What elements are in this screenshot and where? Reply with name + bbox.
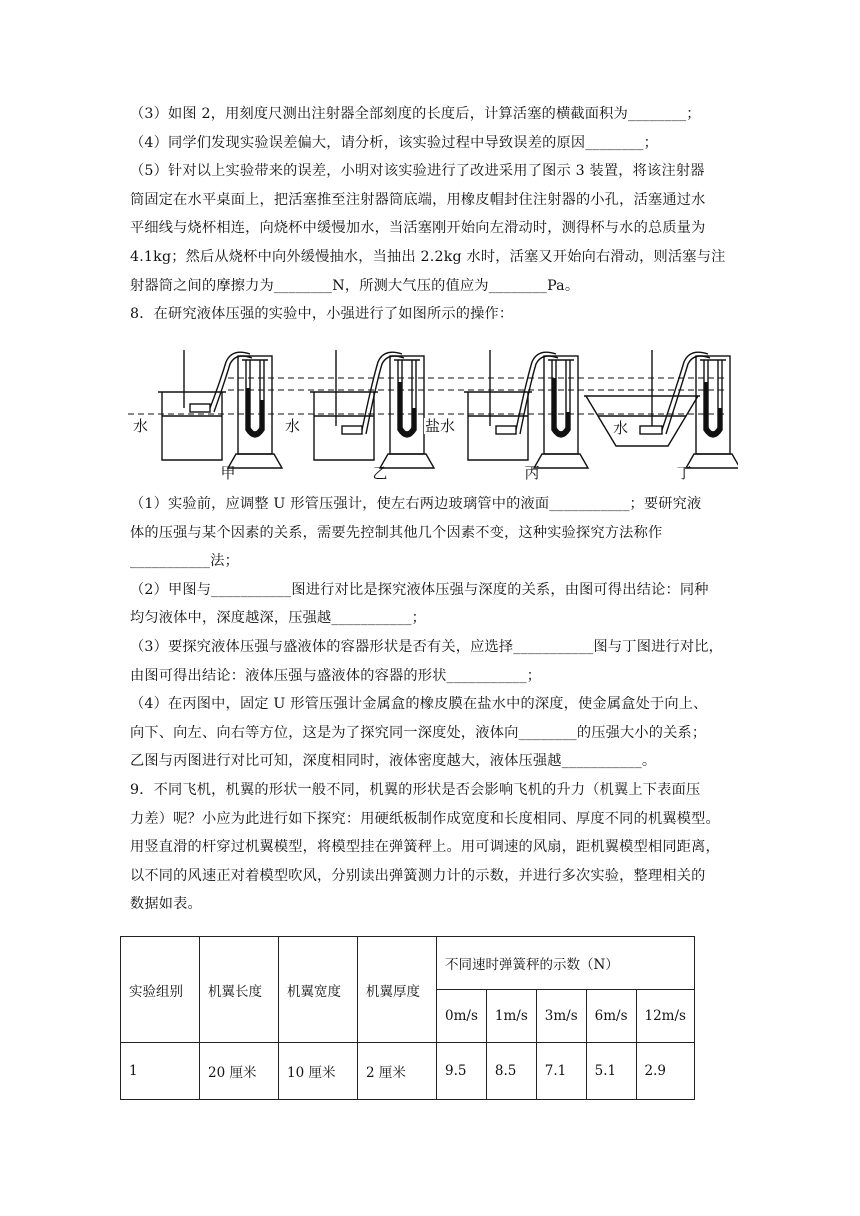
text-line: 以不同的风速正对着模型吹风，分别读出弹簧测力计的示数，并进行多次实验，整理相关的	[130, 867, 706, 884]
liquid-label-jia: 水	[133, 417, 149, 435]
header-cell: 机翼厚度	[358, 937, 437, 1043]
text-line: （3）要探究液体压强与盛液体的容器形状是否有关，应选择___________图与丁图进行对比，	[130, 638, 724, 655]
speed-cell: 3m/s	[536, 990, 586, 1043]
text-line: 乙图与丙图进行对比可知，深度相同时，液体密度越大，液体压强越___________。	[130, 753, 657, 770]
q8-parts	[130, 490, 724, 776]
q7-part3	[130, 100, 726, 329]
wing-data-table	[120, 936, 695, 1100]
speed-cell: 0m/s	[437, 990, 487, 1043]
text-line: 向下、向左、向右等方位，这是为了探究同一深度处，液体向________的压强大小的关系；	[130, 724, 707, 741]
text-line: （5）针对以上实验带来的误差，小明对该实验进行了改进采用了图示 3 装置，将该注射器	[130, 163, 705, 180]
speed-cell: 1m/s	[486, 990, 536, 1043]
text-line: （2）甲图与___________图进行对比是探究液体压强与深度的关系，由图可得出结论：同种	[130, 581, 709, 598]
table-cell: 2.9	[636, 1043, 694, 1100]
text-line: 数据如表。	[130, 896, 202, 913]
text-line: 由图可得出结论：液体压强与盛液体的容器的形状___________；	[130, 667, 542, 684]
table-cell: 2 厘米	[358, 1043, 437, 1100]
figure-caption-yi: 乙	[372, 464, 388, 482]
speed-cell: 6m/s	[586, 990, 636, 1043]
figure-caption-bing: 丙	[524, 464, 540, 482]
q9-stem	[130, 776, 720, 919]
header-cell: 机翼长度	[200, 937, 279, 1043]
liquid-label-yi: 水	[285, 417, 301, 435]
text-line: 筒固定在水平桌面上，把活塞推至注射器筒底端，用橡皮帽封住注射器的小孔，活塞通过水	[130, 191, 706, 208]
liquid-label-bing: 盐水	[425, 417, 456, 435]
text-line: 4.1kg；然后从烧杯中向外缓慢抽水，当抽出 2.2kg 水时，活塞又开始向右滑动，则活塞与注	[130, 248, 726, 265]
header-cell: 机翼宽度	[279, 937, 358, 1043]
table-cell: 9.5	[437, 1043, 487, 1100]
text-line: 射器筒之间的摩擦力为________N，所测大气压的值应为________Pa。	[130, 277, 580, 294]
setup-ding	[584, 350, 738, 468]
setup-bing	[464, 350, 588, 468]
text-line: 均匀液体中，深度越深，压强越___________；	[130, 610, 427, 627]
liquid-label-ding: 水	[613, 419, 629, 437]
table-header-row	[121, 937, 695, 990]
figure-caption-ding: 丁	[676, 464, 692, 482]
table-cell: 10 厘米	[279, 1043, 358, 1100]
table-cell: 5.1	[586, 1043, 636, 1100]
table-cell: 7.1	[536, 1043, 586, 1100]
text-line: （4）在丙图中，固定 U 形管压强计金属盒的橡皮膜在盐水中的深度，使金属盒处于向上、	[130, 696, 708, 713]
speed-cell: 12m/s	[636, 990, 694, 1043]
question-8-stem: 8．在研究液体压强的实验中，小强进行了如图所示的操作：	[130, 306, 514, 323]
table-cell: 20 厘米	[200, 1043, 279, 1100]
table-row	[121, 1043, 695, 1100]
text-line: （1）实验前，应调整 U 形管压强计，使左右两边玻璃管中的液面___________；要研究液	[130, 496, 702, 512]
table-cell: 1	[121, 1043, 200, 1100]
figure-caption-jia: 甲	[220, 464, 236, 482]
text-line: 力差）呢？小应为此进行如下探究：用硬纸板制作成宽度和长度相同、厚度不同的机翼模型。	[130, 810, 720, 827]
text-line: 平细线与烧杯相连，向烧杯中缓慢加水，当活塞刚开始向左滑动时，测得杯与水的总质量为	[130, 220, 706, 237]
group-header-cell: 不同速时弹簧秤的示数（N）	[437, 937, 695, 990]
header-cell: 实验组别	[121, 937, 200, 1043]
text-line: 用竖直滑的杆穿过机翼模型，将模型挂在弹簧秤上。用可调速的风扇，距机翼模型相同距离，	[130, 839, 720, 856]
text-line: （4）同学们发现实验误差偏大，请分析，该实验过程中导致误差的原因________；	[130, 134, 658, 151]
text-line: 9．不同飞机，机翼的形状一般不同，机翼的形状是否会影响飞机的升力（机翼上下表面压	[130, 782, 701, 798]
table-cell: 8.5	[486, 1043, 536, 1100]
text-line: （3）如图 2，用刻度尺测出注射器全部刻度的长度后，计算活塞的横截面积为________；	[130, 106, 701, 122]
text-line: 体的压强与某个因素的关系，需要先控制其他几个因素不变，这种实验探究方法称作	[130, 524, 663, 541]
text-line: ___________法；	[130, 553, 240, 570]
